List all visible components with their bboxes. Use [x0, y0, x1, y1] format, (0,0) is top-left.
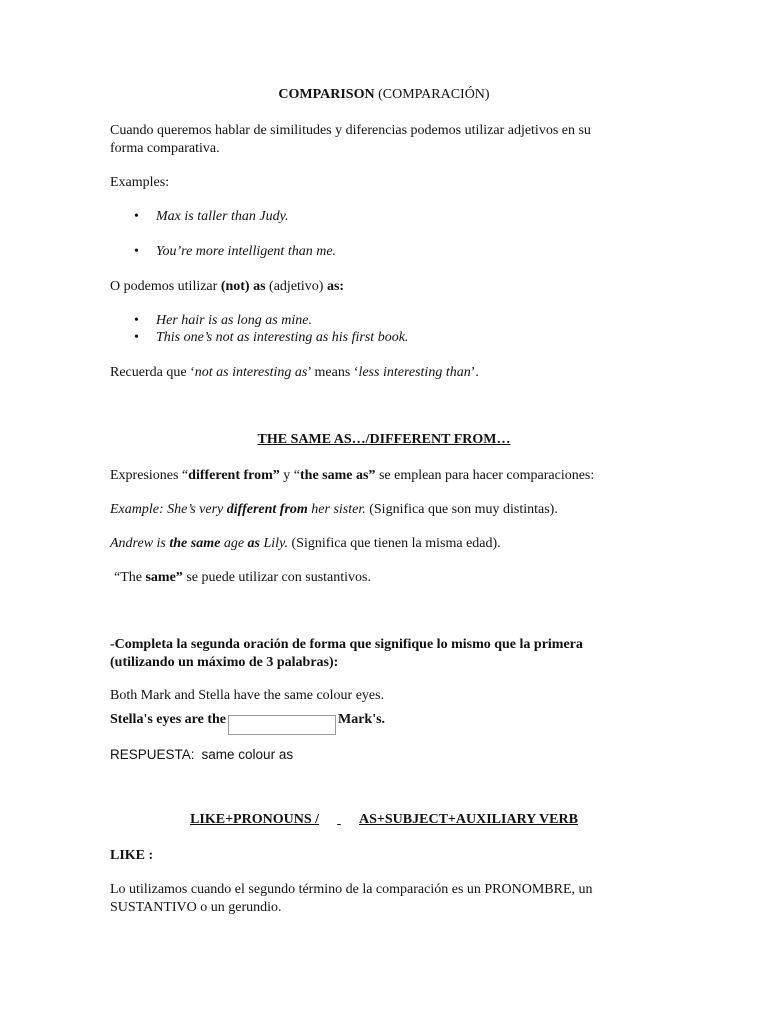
text-run-bold-italic: different from [226, 502, 308, 517]
title-bold: COMPARISON [278, 87, 375, 102]
not-as-line [110, 278, 344, 295]
like-label: LIKE : [110, 848, 154, 863]
text-run: Expresiones “ [110, 468, 189, 483]
as-example-item: This one’s not as interesting as his first book. [156, 330, 409, 345]
respuesta-line [110, 746, 293, 764]
text-run: “The [114, 570, 146, 585]
heading-same-as: THE SAME AS…/DIFFERENT FROM… [257, 432, 511, 447]
prompt-after: Mark's. [338, 712, 386, 727]
like-text-line-1: Lo utilizamos cuando el segundo término de la comparación es un PRONOMBRE, un [110, 882, 593, 897]
like-text-line-2: SUSTANTIVO o un gerundio. [110, 900, 282, 915]
heading-like [0, 811, 768, 828]
heading-like-right: AS+SUBJECT+AUXILIARY VERB [359, 812, 578, 827]
heading-like-left: LIKE+PRONOUNS / [190, 812, 320, 827]
text-run: Recuerda que ‘ [110, 365, 195, 380]
text-run-bold-italic: the same [169, 536, 221, 551]
as-example-item: Her hair is as long as mine. [156, 313, 312, 328]
intro-line-2: forma comparativa. [110, 141, 220, 156]
text-run-bold: same” [145, 570, 183, 585]
text-run: (Significa que tienen la misma edad). [288, 536, 501, 551]
exercise-prompt-line [110, 711, 385, 735]
text-run-italic: age [220, 536, 248, 551]
text-run-italic: Example: She’s very [110, 502, 227, 517]
text-run-italic: not as interesting as [194, 365, 308, 380]
bullet-icon: • [134, 330, 139, 345]
text-run-bold: (not) as [220, 279, 266, 294]
expresiones-line [110, 467, 594, 484]
text-run-italic: her sister. [307, 502, 366, 517]
example-item: You’re more intelligent than me. [156, 244, 337, 259]
the-same-note-line [114, 569, 371, 586]
text-run-bold: different from” [188, 468, 280, 483]
prompt-before: Stella's eyes are the [110, 712, 226, 727]
text-run: se emplean para hacer comparaciones: [375, 468, 595, 483]
example-same-line [110, 535, 501, 552]
text-run: se puede utilizar con sustantivos. [182, 570, 371, 585]
examples-label: Examples: [110, 175, 170, 190]
exercise-instruction-2: (utilizando un máximo de 3 palabras): [110, 655, 339, 670]
text-run-bold: the same as” [300, 468, 376, 483]
text-run: (Significa que son muy distintas). [365, 502, 558, 517]
title-rest: (COMPARACIÓN) [374, 87, 490, 102]
bullet-icon: • [134, 313, 139, 328]
bullet-icon: • [134, 209, 139, 224]
exercise-instruction-1: -Completa la segunda oración de forma que signifique lo mismo que la primera [110, 637, 583, 652]
text-run-bold: as: [326, 279, 345, 294]
example-item: Max is taller than Judy. [156, 209, 289, 224]
text-run-italic: Andrew is [110, 536, 170, 551]
text-run: ’ means ‘ [307, 365, 359, 380]
intro-line-1: Cuando queremos hablar de similitudes y diferencias podemos utilizar adjetivos en su [110, 123, 591, 138]
bullet-icon: • [134, 244, 139, 259]
respuesta-label: RESPUESTA: [110, 747, 195, 762]
text-run: ’. [470, 365, 479, 380]
text-run: O podemos utilizar [110, 279, 221, 294]
heading-gap [319, 811, 359, 828]
respuesta-value: same colour as [201, 747, 294, 762]
recuerda-line [110, 364, 479, 381]
text-run: (adjetivo) [265, 279, 327, 294]
text-run-italic: Lily. [260, 536, 289, 551]
text-run: y “ [279, 468, 300, 483]
page-title [0, 86, 768, 103]
example-different-line [110, 501, 558, 518]
answer-input[interactable] [228, 715, 336, 735]
exercise-sentence: Both Mark and Stella have the same colour eyes. [110, 688, 385, 703]
text-run-italic: less interesting than [358, 365, 471, 380]
text-run-bold-italic: as [247, 536, 260, 551]
